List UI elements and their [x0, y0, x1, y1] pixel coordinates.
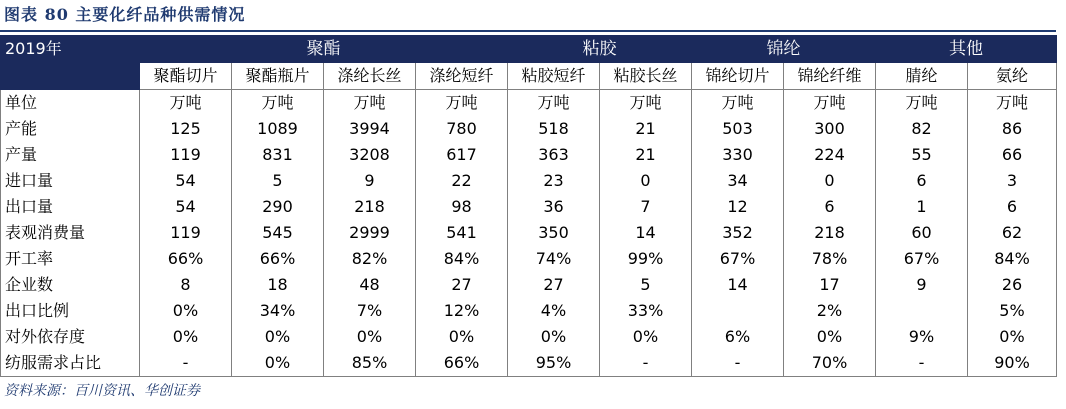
- table-cell: 84%: [968, 246, 1057, 272]
- table-cell: 617: [416, 142, 508, 168]
- table-cell: 62: [968, 220, 1057, 246]
- table-cell: 74%: [508, 246, 600, 272]
- table-cell: 363: [508, 142, 600, 168]
- table-cell: [692, 298, 784, 324]
- row-label: 对外依存度: [1, 324, 140, 350]
- table-cell: 万吨: [968, 90, 1057, 117]
- table-cell: 6: [876, 168, 968, 194]
- column-header: 聚酯切片: [140, 63, 232, 90]
- table-cell: 27: [508, 272, 600, 298]
- column-header: 粘胶短纤: [508, 63, 600, 90]
- year-corner-cell: 2019年: [1, 36, 140, 63]
- table-cell: 6%: [692, 324, 784, 350]
- table-cell: -: [600, 350, 692, 377]
- table-cell: 119: [140, 142, 232, 168]
- row-label: 产能: [1, 116, 140, 142]
- table-cell: 8: [140, 272, 232, 298]
- table-cell: 0%: [232, 350, 324, 377]
- table-cell: 万吨: [324, 90, 416, 117]
- table-cell: 780: [416, 116, 508, 142]
- table-cell: 34: [692, 168, 784, 194]
- table-cell: 27: [416, 272, 508, 298]
- column-header: 涤纶长丝: [324, 63, 416, 90]
- table-cell: 万吨: [416, 90, 508, 117]
- group-header-row: [1, 36, 1057, 63]
- table-cell: 1089: [232, 116, 324, 142]
- table-cell: 7%: [324, 298, 416, 324]
- table-cell: 290: [232, 194, 324, 220]
- table-cell: 86: [968, 116, 1057, 142]
- table-cell: 82: [876, 116, 968, 142]
- row-label: 表观消费量: [1, 220, 140, 246]
- table-cell: 21: [600, 142, 692, 168]
- row-label: 企业数: [1, 272, 140, 298]
- table-cell: 84%: [416, 246, 508, 272]
- table-cell: 67%: [876, 246, 968, 272]
- row-label: 开工率: [1, 246, 140, 272]
- table-cell: 7: [600, 194, 692, 220]
- table-cell: 95%: [508, 350, 600, 377]
- title-divider: [0, 30, 1056, 32]
- table-cell: 3994: [324, 116, 416, 142]
- column-header: 腈纶: [876, 63, 968, 90]
- table-cell: 26: [968, 272, 1057, 298]
- table-cell: 218: [784, 220, 876, 246]
- table-cell: 万吨: [784, 90, 876, 117]
- table-cell: 14: [600, 220, 692, 246]
- table-cell: 78%: [784, 246, 876, 272]
- table-cell: 23: [508, 168, 600, 194]
- column-header: 聚酯瓶片: [232, 63, 324, 90]
- column-header: 涤纶短纤: [416, 63, 508, 90]
- table-row: [1, 90, 1057, 117]
- row-label: 单位: [1, 90, 140, 117]
- table-cell: 33%: [600, 298, 692, 324]
- table-cell: [876, 298, 968, 324]
- group-header-other: 其他: [876, 36, 1057, 63]
- table-cell: 0: [784, 168, 876, 194]
- table-cell: 48: [324, 272, 416, 298]
- table-cell: 17: [784, 272, 876, 298]
- group-header-viscose: 粘胶: [508, 36, 692, 63]
- table-cell: 2999: [324, 220, 416, 246]
- table-cell: -: [876, 350, 968, 377]
- table-cell: 万吨: [232, 90, 324, 117]
- table-cell: 3208: [324, 142, 416, 168]
- table-body: [1, 90, 1057, 377]
- table-row: [1, 194, 1057, 220]
- table-cell: 12%: [416, 298, 508, 324]
- table-cell: 218: [324, 194, 416, 220]
- corner-blank-cell: [1, 63, 140, 90]
- table-row: [1, 350, 1057, 377]
- table-cell: 0%: [140, 324, 232, 350]
- table-cell: 831: [232, 142, 324, 168]
- table-cell: 125: [140, 116, 232, 142]
- table-cell: 14: [692, 272, 784, 298]
- row-label: 出口量: [1, 194, 140, 220]
- table-cell: 2%: [784, 298, 876, 324]
- table-cell: 36: [508, 194, 600, 220]
- table-cell: 98: [416, 194, 508, 220]
- table-cell: 21: [600, 116, 692, 142]
- source-note: 资料来源：百川资讯、华创证券: [4, 383, 200, 399]
- column-header: 锦纶纤维: [784, 63, 876, 90]
- table-cell: 万吨: [508, 90, 600, 117]
- table-row: [1, 220, 1057, 246]
- table-cell: 55: [876, 142, 968, 168]
- table-cell: 9: [876, 272, 968, 298]
- table-cell: 70%: [784, 350, 876, 377]
- table-cell: 34%: [232, 298, 324, 324]
- table-cell: 54: [140, 168, 232, 194]
- table-cell: 0%: [784, 324, 876, 350]
- row-label: 进口量: [1, 168, 140, 194]
- table-cell: 518: [508, 116, 600, 142]
- table-cell: 3: [968, 168, 1057, 194]
- supply-demand-table: [0, 35, 1057, 377]
- table-cell: 66%: [416, 350, 508, 377]
- table-cell: 6: [968, 194, 1057, 220]
- table-cell: 503: [692, 116, 784, 142]
- table-cell: 18: [232, 272, 324, 298]
- table-cell: 5: [232, 168, 324, 194]
- table-cell: 0%: [508, 324, 600, 350]
- table-cell: 0%: [140, 298, 232, 324]
- table-cell: 66: [968, 142, 1057, 168]
- table-cell: 224: [784, 142, 876, 168]
- table-cell: 541: [416, 220, 508, 246]
- column-header: 锦纶切片: [692, 63, 784, 90]
- table-cell: 352: [692, 220, 784, 246]
- table-cell: 4%: [508, 298, 600, 324]
- table-cell: 1: [876, 194, 968, 220]
- table-cell: 67%: [692, 246, 784, 272]
- row-label: 纺服需求占比: [1, 350, 140, 377]
- table-cell: 0%: [232, 324, 324, 350]
- table-cell: 6: [784, 194, 876, 220]
- row-label: 出口比例: [1, 298, 140, 324]
- table-cell: -: [692, 350, 784, 377]
- table-cell: 12: [692, 194, 784, 220]
- table-cell: 0%: [324, 324, 416, 350]
- table-cell: 545: [232, 220, 324, 246]
- table-cell: 9: [324, 168, 416, 194]
- table-cell: 5: [600, 272, 692, 298]
- table-cell: -: [140, 350, 232, 377]
- table-cell: 82%: [324, 246, 416, 272]
- table-row: [1, 246, 1057, 272]
- table-row: [1, 324, 1057, 350]
- table-row: [1, 142, 1057, 168]
- table-row: [1, 298, 1057, 324]
- table-cell: 0%: [416, 324, 508, 350]
- table-cell: 万吨: [692, 90, 784, 117]
- table-cell: 99%: [600, 246, 692, 272]
- table-cell: 66%: [232, 246, 324, 272]
- table-row: [1, 168, 1057, 194]
- table-cell: 0%: [968, 324, 1057, 350]
- table-cell: 9%: [876, 324, 968, 350]
- column-header: 氨纶: [968, 63, 1057, 90]
- table-cell: 54: [140, 194, 232, 220]
- figure-title: 图表 80 主要化纤品种供需情况: [4, 5, 246, 24]
- group-header-polyester: 聚酯: [140, 36, 508, 63]
- table-row: [1, 272, 1057, 298]
- table-cell: 350: [508, 220, 600, 246]
- column-header: 粘胶长丝: [600, 63, 692, 90]
- table-cell: 66%: [140, 246, 232, 272]
- table-cell: 85%: [324, 350, 416, 377]
- table-cell: 5%: [968, 298, 1057, 324]
- table-cell: 万吨: [140, 90, 232, 117]
- column-header-row: [1, 63, 1057, 90]
- table-cell: 119: [140, 220, 232, 246]
- table-cell: 330: [692, 142, 784, 168]
- row-label: 产量: [1, 142, 140, 168]
- group-header-nylon: 锦纶: [692, 36, 876, 63]
- table-cell: 万吨: [600, 90, 692, 117]
- table-cell: 90%: [968, 350, 1057, 377]
- table-cell: 万吨: [876, 90, 968, 117]
- table-cell: 22: [416, 168, 508, 194]
- table-cell: 300: [784, 116, 876, 142]
- table-cell: 60: [876, 220, 968, 246]
- table-cell: 0%: [600, 324, 692, 350]
- table-row: [1, 116, 1057, 142]
- table-cell: 0: [600, 168, 692, 194]
